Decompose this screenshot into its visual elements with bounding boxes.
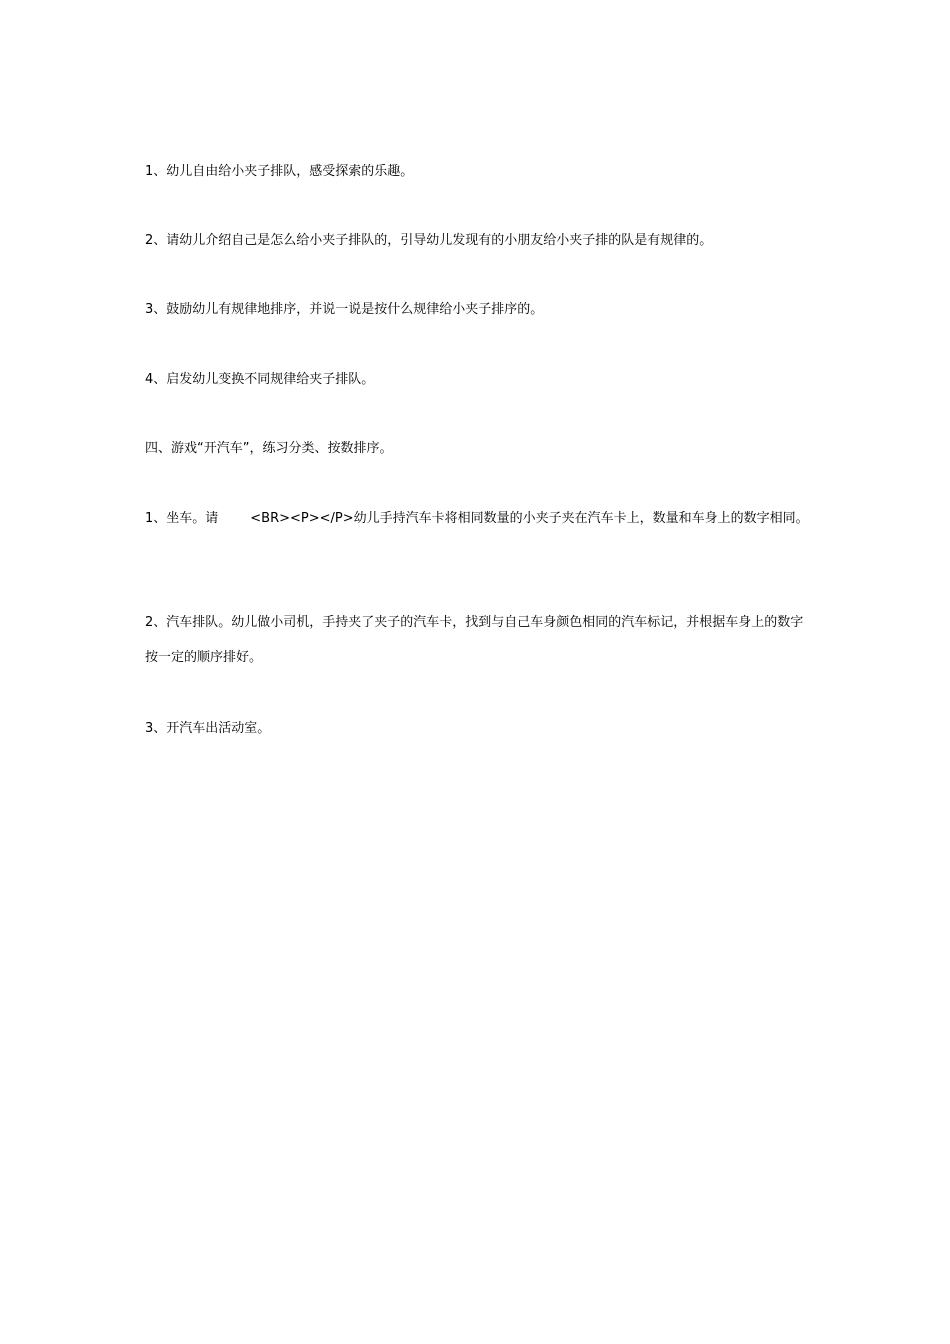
paragraph-step-4: 4、启发幼儿变换不同规律给夹子排队。	[145, 372, 375, 387]
paragraph-game-step-1	[145, 501, 810, 536]
paragraph-game-step-2: 2、汽车排队。幼儿做小司机，手持夹了夹子的汽车卡，找到与自己车身颜色相同的汽车标记，并根据车身上的数字按一定的顺序排好。	[145, 615, 804, 665]
section-heading-game: 四、游戏“开汽车”，练习分类、按数排序。	[145, 441, 393, 456]
stray-html-tag-text: <BR><P></P>	[250, 511, 354, 526]
paragraph-step-1: 1、幼儿自由给小夹子排队，感受探索的乐趣。	[145, 164, 414, 179]
game-step-1-text: 幼儿手持汽车卡将相同数量的小夹子夹在汽车卡上，数量和车身上的数字相同。	[353, 511, 809, 526]
game-step-1-prefix: 1、坐车。请	[145, 511, 219, 526]
paragraph-step-3: 3、鼓励幼儿有规律地排序，并说一说是按什么规律给小夹子排序的。	[145, 302, 544, 317]
paragraph-game-step-3: 3、开汽车出活动室。	[145, 721, 271, 736]
paragraph-step-2: 2、请幼儿介绍自己是怎么给小夹子排队的，引导幼儿发现有的小朋友给小夹子排的队是有规律的。	[145, 233, 713, 248]
